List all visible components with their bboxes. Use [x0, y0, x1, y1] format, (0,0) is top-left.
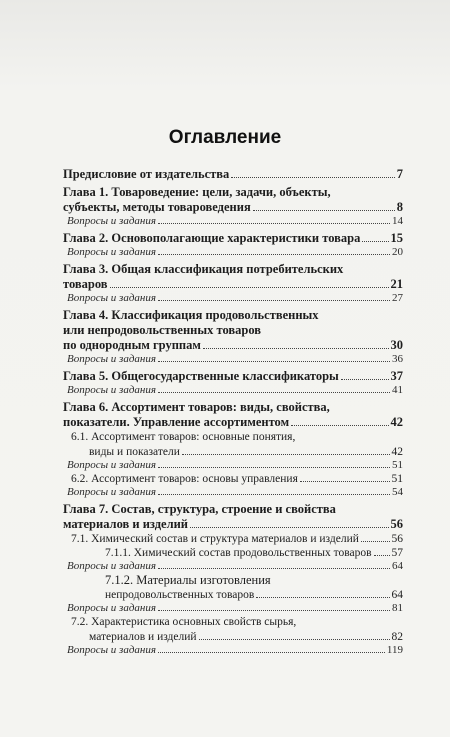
entry-row	[67, 560, 403, 573]
chapter-entry	[63, 262, 403, 292]
dot-leader	[300, 481, 390, 482]
dot-leader	[158, 361, 390, 362]
entry-title: Вопросы и задания	[67, 560, 156, 572]
dot-leader	[158, 610, 390, 611]
page-number: 64	[391, 589, 403, 601]
dot-leader	[158, 300, 390, 301]
entry-title: непродовольственных товаров	[105, 589, 255, 601]
entry-title: Вопросы и задания	[67, 384, 156, 396]
dot-leader	[190, 527, 389, 528]
entry-row	[63, 200, 403, 215]
page-number: 36	[392, 353, 403, 365]
dot-leader	[158, 568, 390, 569]
dot-leader	[362, 241, 388, 242]
dot-leader	[361, 541, 390, 542]
entry-title: Вопросы и задания	[67, 246, 156, 258]
entry-title: Вопросы и задания	[67, 602, 156, 614]
dot-leader	[341, 379, 389, 380]
page-number: 82	[391, 631, 403, 643]
dot-leader	[158, 494, 390, 495]
entry-title: Вопросы и задания	[67, 215, 156, 227]
entry-row	[71, 532, 403, 546]
entry-row	[63, 231, 403, 246]
page-number: 15	[390, 231, 403, 245]
questions-entry	[63, 602, 403, 615]
entry-line: 6.1. Ассортимент товаров: основные понятия,	[71, 431, 296, 443]
entry-row	[71, 445, 403, 459]
entry-title: Вопросы и задания	[67, 292, 156, 304]
entry-title: товаров	[63, 277, 108, 291]
questions-entry	[63, 292, 403, 305]
entry-line: Глава 1. Товароведение: цели, задачи, объекты,	[63, 185, 331, 199]
page-number: 64	[392, 560, 403, 572]
chapter-entry	[63, 185, 403, 215]
page-number: 42	[391, 446, 403, 458]
entry-line: 7.1.2. Материалы изготовления	[105, 573, 271, 587]
chapter-entry	[63, 308, 403, 353]
entry-row	[67, 353, 403, 366]
page-number: 56	[390, 517, 403, 531]
entry-row	[71, 472, 403, 486]
entry-row	[71, 630, 403, 644]
questions-entry	[63, 644, 403, 657]
page-title: Оглавление	[168, 127, 282, 148]
entry-row	[67, 384, 403, 397]
page-number: 30	[390, 338, 403, 352]
entry-row	[67, 292, 403, 305]
entry-title: 7.1. Химический состав и структура материалов и изделий	[71, 533, 359, 545]
page-number: 41	[392, 384, 403, 396]
entry-row	[67, 644, 403, 657]
page-number: 51	[392, 459, 403, 471]
dot-leader	[199, 639, 390, 640]
entry-row	[63, 517, 403, 532]
dot-leader	[182, 454, 390, 455]
entry-line: Глава 3. Общая классификация потребительских	[63, 262, 344, 276]
chapter-entry	[63, 369, 403, 384]
entry-title: Вопросы и задания	[67, 459, 156, 471]
entry-title: субъекты, методы товароведения	[63, 200, 251, 214]
section-entry	[63, 430, 403, 459]
page-number: 51	[391, 473, 403, 485]
section-entry	[63, 573, 403, 602]
page-number: 27	[392, 292, 403, 304]
page-number: 14	[392, 215, 403, 227]
entry-row	[105, 546, 403, 560]
entry-title: по однородным группам	[63, 338, 201, 352]
chapter-entry	[63, 231, 403, 246]
entry-title: Вопросы и задания	[67, 486, 156, 498]
dot-leader	[110, 287, 389, 288]
entry-row	[63, 415, 403, 430]
entry-title: Вопросы и задания	[67, 353, 156, 365]
page-number: 81	[392, 602, 403, 614]
dot-leader	[158, 223, 390, 224]
questions-entry	[63, 215, 403, 228]
entry-title: Глава 2. Основополагающие характеристики товара	[63, 231, 361, 245]
questions-entry	[63, 560, 403, 573]
entry-title: показатели. Управление ассортиментом	[63, 415, 290, 429]
entry-line: или непродовольственных товаров	[63, 323, 262, 337]
entry-row	[63, 277, 403, 292]
entry-line: 7.2. Характеристика основных свойств сырья,	[71, 616, 297, 628]
page-number: 20	[392, 246, 403, 258]
dot-leader	[256, 597, 389, 598]
questions-entry	[63, 384, 403, 397]
section-entry	[63, 472, 403, 486]
dot-leader	[158, 392, 390, 393]
questions-entry	[63, 353, 403, 366]
entry-title: материалов и изделий	[63, 517, 188, 531]
dot-leader	[203, 348, 389, 349]
section-entry	[63, 615, 403, 644]
entry-row	[67, 215, 403, 228]
page-number: 56	[391, 533, 403, 545]
dot-leader	[253, 210, 395, 211]
entry-title: материалов и изделий	[89, 631, 197, 643]
page-number: 8	[396, 200, 403, 214]
entry-title: виды и показатели	[89, 446, 180, 458]
entry-row	[63, 369, 403, 384]
entry-title: 7.1.1. Химический состав продовольственных товаров	[105, 547, 372, 559]
entry-row	[63, 338, 403, 353]
bleed-through-text	[40, 10, 420, 120]
page-number: 37	[390, 369, 403, 383]
entry-line: Глава 6. Ассортимент товаров: виды, свойства,	[63, 400, 330, 414]
page-number: 119	[386, 644, 403, 656]
page-number: 54	[392, 486, 403, 498]
dot-leader	[291, 425, 388, 426]
page-number: 42	[390, 415, 403, 429]
section-entry	[63, 546, 403, 560]
entry-title: Предисловие от издательства	[63, 167, 230, 181]
table-of-contents	[63, 167, 403, 657]
entry-title: 6.2. Ассортимент товаров: основы управления	[71, 473, 298, 485]
chapter-entry	[63, 167, 403, 182]
page-number: 57	[391, 547, 403, 559]
chapter-entry	[63, 400, 403, 430]
entry-row	[67, 459, 403, 472]
dot-leader	[374, 555, 390, 556]
entry-row	[63, 167, 403, 182]
page-number: 7	[396, 167, 403, 181]
page-number: 21	[390, 277, 403, 291]
entry-row	[67, 486, 403, 499]
chapter-entry	[63, 502, 403, 532]
entry-row	[67, 246, 403, 259]
entry-line: Глава 7. Состав, структура, строение и свойства	[63, 502, 336, 516]
entry-row	[67, 602, 403, 615]
dot-leader	[158, 254, 390, 255]
dot-leader	[158, 652, 385, 653]
questions-entry	[63, 486, 403, 499]
questions-entry	[63, 459, 403, 472]
section-entry	[63, 532, 403, 546]
entry-line: Глава 4. Классификация продовольственных	[63, 308, 319, 322]
dot-leader	[158, 467, 390, 468]
entry-title: Глава 5. Общегосударственные классификаторы	[63, 369, 339, 383]
entry-row	[105, 588, 403, 602]
dot-leader	[231, 177, 394, 178]
questions-entry	[63, 246, 403, 259]
entry-title: Вопросы и задания	[67, 644, 156, 656]
